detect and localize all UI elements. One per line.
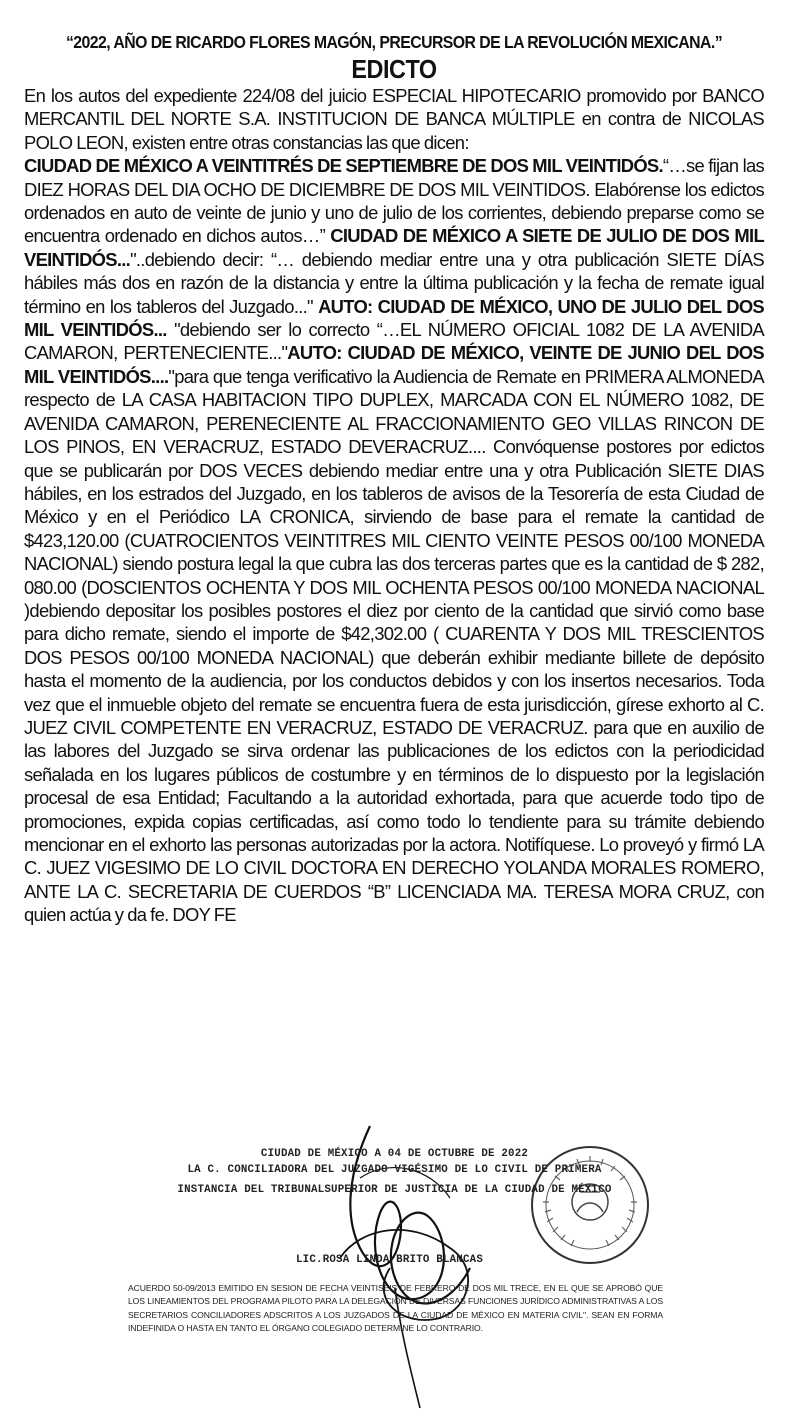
handwritten-signature (300, 1118, 500, 1418)
order-text-sept: “…se fijan las DIEZ HORAS DEL DIA OCHO DE DICIEMBRE DE DOS MIL VEINTIDOS. Elabórense los edictos ordenados en auto de veinte de junio y uno de julio de los corrientes, debiendo preparse como se encuentra ordenado en dichos autos…” (24, 155, 765, 247)
order-heading-jun20: AUTO: CIUDAD DE MÉXICO, VEINTE DE JUNIO DEL DOS MIL VEINTIDÓS.... (24, 342, 764, 387)
order-text-jun20: "para que tenga verificativo la Audiencia de Remate en PRIMERA ALMONEDA respecto de LA CASA HABITACION TIPO DUPLEX, MARCADA CON EL NÚMERO 1082, DE AVENIDA CAMARON, PERENECIENTE AL FRACCIONAMIENTO GEO VILLAS RINCON DE LOS PINOS, EN VERACRUZ, ESTADO DEVERACRUZ.... Convóquense postores por edictos que se publicarán por DOS VECES debiendo mediar entre una y otra Publicación SIETE DIAS hábiles, en los estrados del Juzgado, en los tableros de avisos de la Tesorería de esta Ciudad de México y en el Periódico LA CRONICA, sirviendo de base para el remate la cantidad de $423,120.00 (CUATROCIENTOS VEINTITRES MIL CIENTO VEINTE PESOS 00/100 MONEDA NACIONAL) siendo postura legal la que cubra las dos terceras partes que es la cantidad de $ 282, 080.00 (DOSCIENTOS OCHENTA Y DOS MIL OCHENTA PESOS 00/100 MONEDA NACIONAL )debiendo depositar los posibles postores el diez por ciento de la cantidad que sirvió como base para dicho remate, siendo el importe de $42,302.00 ( CUARENTA Y DOS MIL TRESCIENTOS DOS PESOS 00/100 MONEDA NACIONAL) que deberán exhibir mediante billete de depósito hasta el momento de la audiencia, por los conductos debidos y con los insertos necesarios. Toda vez que el inmueble objeto del remate se encuentra fuera de esta jurisdicción, gírese exhorto al C. JUEZ CIVIL COMPETENTE EN VERACRUZ, ESTADO DE VERACRUZ. para que en auxilio de las labores del Juzgado se sirva ordenar las publicaciones de los edictos con la periodicidad señalada en los lugares públicos de costumbre y en términos de lo dispuesto por la legislación procesal de esa Entidad; Facultando a la autoridad exhortada, para que acuerde todo tipo de promociones, expida copias certificadas, así como todo lo tendiente para su trámite debiendo mencionar en el exhorto las personas autorizadas por la actora. Notifíquese. Lo proveyó y firmó LA C. JUEZ VIGESIMO DE LO CIVIL DOCTORA EN DERECHO YOLANDA MORALES ROMERO, ANTE LA C. SECRETARIA DE CUERDOS “B” LICENCIADA MA. TERESA MORA CRUZ, con quien actúa y da fe. DOY FE (24, 365, 764, 926)
edict-body (24, 84, 764, 927)
order-text-jul1: "debiendo ser lo correcto “…EL NÚMERO OFICIAL 1082 DE LA AVENIDA CAMARON, PERTENECIENTE..." (24, 319, 765, 364)
footer-agreement-note: ACUERDO 50-09/2013 EMITIDO EN SESION DE FECHA VEINTISEIS DE FEBRERO DE DOS MIL TRECE, EN EL QUE SE APROBÓ QUE LOS LINEAMIENTOS DEL PROGRAMA PILOTO PARA LA DELEGACIÓN DE DIVERSAS FUNCIONES JURÍDICO ADMINISTRATIVAS A LOS SECRETARIOS CONCILIADORES ADSCRITOS A LOS JUZGADOS DE LA CIUDAD DE MÉXICO EN MATERIA CIVIL". SEAN EN FORMA INDEFINIDA O HASTA EN TANTO EL ÓRGANO COLEGIADO DETERMINE LO CONTRARIO. (128, 1283, 663, 1334)
footer-date-line: CIUDAD DE MÉXICO A 04 DE OCTUBRE DE 2022 (260, 1148, 529, 1160)
footer-role-line-2: INSTANCIA DEL TRIBUNALSUPERIOR DE JUSTICIA DE LA CIUDAD DE MÉXICO (177, 1184, 612, 1196)
order-heading-jul7: CIUDAD DE MÉXICO A SIETE DE JULIO DE DOS MIL VEINTIDÓS... (24, 225, 764, 270)
year-slogan: “2022, AÑO DE RICARDO FLORES MAGÓN, PRECURSOR DE LA REVOLUCIÓN MEXICANA.” (65, 32, 723, 52)
edict-document (24, 30, 764, 927)
order-text-jul7: "..debiendo decir: “… debiendo mediar entre una y otra publicación SIETE DÍAS hábiles más dos en razón de la distancia y entre la última publicación y la fecha de remate igual término en los tableros del Juzgado..." (24, 248, 764, 317)
footer-role-line-1: LA C. CONCILIADORA DEL JUZGADO VIGÉSIMO DE LO CIVIL DE PRIMERA (187, 1164, 602, 1176)
order-heading-sept: CIUDAD DE MÉXICO A VEINTITRÉS DE SEPTIEMBRE DE DOS MIL VEINTIDÓS. (24, 155, 663, 177)
document-title: EDICTO (351, 54, 437, 84)
intro-paragraph: En los autos del expediente 224/08 del juicio ESPECIAL HIPOTECARIO promovido por BANCO MERCANTIL DEL NORTE S.A. INSTITUCION DE BANCA MÚLTIPLE en contra de NICOLAS POLO LEON, existen entre otras constancias las que dicen: (24, 85, 764, 153)
certification-footer (0, 1118, 789, 1418)
order-heading-jul1: AUTO: CIUDAD DE MÉXICO, UNO DE JULIO DEL DOS MIL VEINTIDÓS... (24, 295, 764, 341)
footer-signer-name: LIC.ROSA LINDA BRITO BLANCAS (295, 1254, 484, 1266)
